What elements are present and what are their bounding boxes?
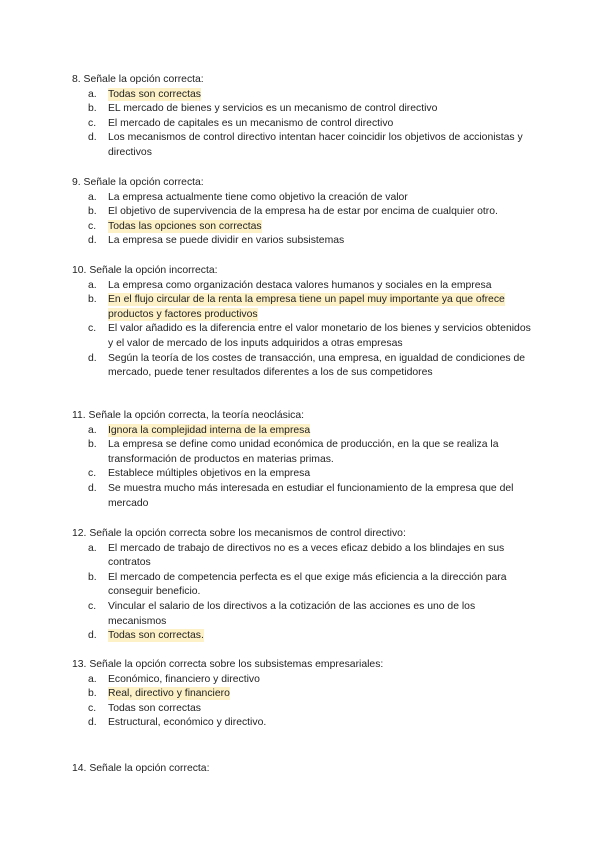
option-letter: a.	[88, 673, 97, 685]
option-text: Real, directivo y financiero	[108, 688, 230, 700]
option-text: La empresa se puede dividir en varios subsistemas	[108, 235, 345, 247]
question-8	[72, 73, 532, 161]
option-letter: b.	[88, 103, 97, 115]
question-title: 11. Señale la opción correcta, la teoría neoclásica:	[72, 410, 305, 421]
option-d	[72, 629, 532, 644]
option-text: La empresa actualmente tiene como objetivo la creación de valor	[108, 191, 408, 203]
option-letter: a.	[88, 279, 97, 291]
option-text: El mercado de trabajo de directivos no es a veces eficaz debido a los blindajes en sus contratos	[108, 542, 505, 569]
option-c	[72, 322, 532, 351]
option-c	[72, 600, 532, 629]
option-text: En el flujo circular de la renta la empresa tiene un papel muy importante ya que ofrece productos y factores productivos	[108, 294, 505, 320]
option-b	[72, 205, 532, 220]
option-d	[72, 131, 532, 160]
option-c	[72, 702, 532, 717]
option-letter: d.	[88, 132, 97, 144]
option-text: EL mercado de bienes y servicios es un mecanismo de control directivo	[108, 103, 438, 115]
option-text: Todas son correctas.	[108, 630, 204, 642]
option-a	[72, 424, 532, 439]
option-letter: b.	[88, 571, 97, 583]
option-text: El mercado de competencia perfecta es el que exige más eficiencia a la dirección para conseguir beneficio.	[108, 571, 507, 598]
option-list	[72, 279, 532, 381]
question-title: 14. Señale la opción correcta:	[72, 763, 210, 774]
option-letter: b.	[88, 688, 97, 700]
option-text: Todas las opciones son correctas	[108, 220, 262, 232]
option-text: Todas son correctas	[108, 88, 201, 100]
option-letter: c.	[88, 702, 97, 714]
option-a	[72, 88, 532, 103]
option-letter: c.	[88, 220, 97, 232]
option-letter: b.	[88, 439, 97, 451]
question-11	[72, 409, 532, 511]
option-letter: c.	[88, 468, 97, 480]
option-text: Vincular el salario de los directivos a la cotización de las acciones es uno de los mecanismos	[108, 600, 476, 627]
option-text: La empresa como organización destaca valores humanos y sociales en la empresa	[108, 279, 492, 291]
option-letter: a.	[88, 542, 97, 554]
option-letter: c.	[88, 600, 97, 612]
question-9	[72, 176, 532, 249]
option-list	[72, 542, 532, 644]
question-title: 12. Señale la opción correcta sobre los mecanismos de control directivo:	[72, 528, 406, 539]
option-text: Establece múltiples objetivos en la empresa	[108, 468, 311, 480]
option-list	[72, 424, 532, 512]
question-12	[72, 527, 532, 644]
question-title: 8. Señale la opción correcta:	[72, 74, 204, 85]
option-d	[72, 352, 532, 381]
option-text: El objetivo de supervivencia de la empresa ha de estar por encima de cualquier otro.	[108, 206, 498, 218]
option-list	[72, 673, 532, 731]
question-title: 9. Señale la opción correcta:	[72, 177, 204, 188]
option-c	[72, 220, 532, 235]
question-13	[72, 658, 532, 731]
option-text: Todas son correctas	[108, 702, 201, 714]
option-text: Ignora la complejidad interna de la empresa	[108, 424, 311, 436]
option-letter: d.	[88, 352, 97, 364]
option-letter: c.	[88, 323, 97, 335]
option-letter: a.	[88, 191, 97, 203]
option-a	[72, 673, 532, 688]
option-text: El valor añadido es la diferencia entre el valor monetario de los bienes y servicios obtenidos y el valor de mercado de los inputs adquiridos a otras empresas	[108, 323, 531, 349]
option-letter: d.	[88, 630, 97, 642]
option-letter: b.	[88, 206, 97, 218]
option-a	[72, 279, 532, 294]
question-10	[72, 264, 532, 381]
option-a	[72, 542, 532, 571]
option-text: Se muestra mucho más interesada en estudiar el funcionamiento de la empresa que del mercado	[108, 482, 514, 509]
option-letter: c.	[88, 117, 97, 129]
option-b	[72, 687, 532, 702]
option-letter: a.	[88, 424, 97, 436]
option-letter: b.	[88, 294, 97, 306]
option-d	[72, 716, 532, 731]
question-14	[72, 762, 532, 777]
option-text: La empresa se define como unidad económica de producción, en la que se realiza la transformación de productos en materias primas.	[108, 439, 499, 465]
option-text: Estructural, económico y directivo.	[108, 717, 267, 729]
option-list	[72, 191, 532, 249]
option-b	[72, 293, 532, 322]
option-b	[72, 571, 532, 600]
option-text: El mercado de capitales es un mecanismo de control directivo	[108, 117, 394, 129]
option-letter: d.	[88, 717, 97, 729]
option-b	[72, 438, 532, 467]
option-letter: d.	[88, 482, 97, 494]
option-text: Los mecanismos de control directivo intentan hacer coincidir los objetivos de accionistas y directivos	[108, 132, 523, 158]
option-letter: a.	[88, 88, 97, 100]
option-b	[72, 102, 532, 117]
option-c	[72, 467, 532, 482]
option-a	[72, 191, 532, 206]
option-letter: d.	[88, 235, 97, 247]
question-title: 13. Señale la opción correcta sobre los subsistemas empresariales:	[72, 659, 384, 670]
option-text: Económico, financiero y directivo	[108, 673, 260, 685]
option-list	[72, 88, 532, 161]
option-c	[72, 117, 532, 132]
option-text: Según la teoría de los costes de transacción, una empresa, en igualdad de condiciones de mercado, puede tener resultados diferentes a los de sus competidores	[108, 352, 526, 379]
option-d	[72, 482, 532, 511]
question-title: 10. Señale la opción incorrecta:	[72, 265, 218, 276]
option-d	[72, 234, 532, 249]
